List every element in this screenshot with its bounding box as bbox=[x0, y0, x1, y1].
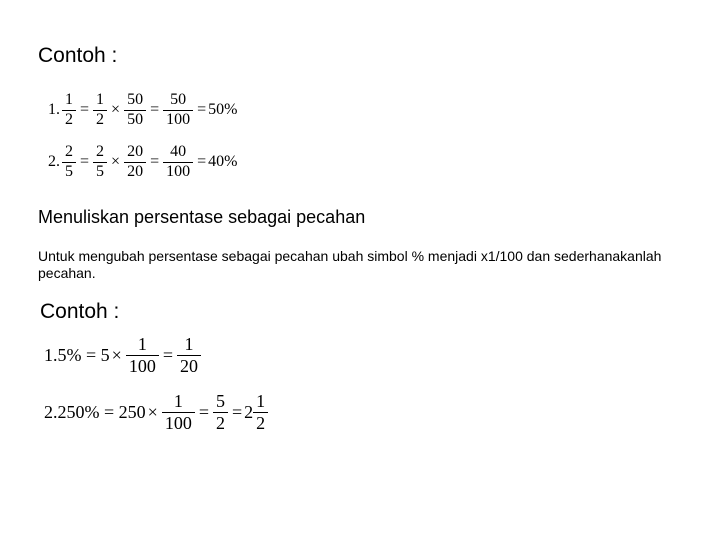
example-equation-2 bbox=[48, 144, 237, 181]
equals-sign: = bbox=[162, 344, 173, 365]
times-sign: × bbox=[147, 401, 158, 422]
fraction: $\frac{50}{50}$ bbox=[124, 92, 146, 129]
example-heading-1: Contoh : bbox=[38, 44, 118, 67]
section-body-text: Untuk mengubah persentase sebagai pecahan ubah simbol % menjadi x1/100 dan sederhanakanlah pecahan. bbox=[38, 248, 662, 281]
fraction: $\frac{2}{5}$ bbox=[93, 144, 107, 181]
example-equation-1 bbox=[48, 92, 237, 129]
equals-sign: = bbox=[80, 153, 90, 171]
equals-sign: = bbox=[80, 101, 90, 119]
example-equation-4 bbox=[44, 392, 270, 433]
equals-sign: = bbox=[198, 401, 209, 422]
fraction: $\frac{1}{2}$ bbox=[93, 92, 107, 129]
times-sign: × bbox=[111, 101, 121, 119]
equals-sign: = bbox=[197, 101, 207, 119]
equals-sign: = bbox=[150, 153, 160, 171]
fraction: $\frac{20}{20}$ bbox=[124, 144, 146, 181]
fraction: $\frac{1}{20}$ bbox=[177, 335, 201, 376]
equals-sign: = bbox=[231, 401, 243, 422]
example-number: 1. bbox=[48, 101, 60, 119]
fraction: $\frac{40}{100}$ bbox=[163, 144, 193, 181]
times-sign: × bbox=[111, 153, 121, 171]
mixed-number-whole: 2 bbox=[244, 401, 254, 422]
section-heading: Menuliskan persentase sebagai pecahan bbox=[38, 207, 366, 227]
times-sign: × bbox=[111, 344, 122, 365]
equals-sign: = bbox=[150, 101, 160, 119]
result-value: 40% bbox=[208, 153, 238, 171]
fraction: $\frac{5}{2}$ bbox=[213, 392, 228, 433]
equation-lhs: 1.5% = 5 bbox=[44, 344, 110, 365]
fraction: $\frac{2}{5}$ bbox=[62, 144, 76, 181]
result-value: 50% bbox=[208, 101, 238, 119]
fraction: $\frac{1}{2}$ bbox=[62, 92, 76, 129]
example-number: 2. bbox=[48, 153, 60, 171]
example-equation-3 bbox=[44, 335, 203, 376]
fraction: $\frac{50}{100}$ bbox=[163, 92, 193, 129]
fraction: $\frac{1}{100}$ bbox=[126, 335, 159, 376]
equals-sign: = bbox=[197, 153, 207, 171]
fraction: $\frac{1}{2}$ bbox=[253, 392, 268, 433]
example-heading-2: Contoh : bbox=[40, 300, 120, 323]
equation-lhs: 2.250% = 250 bbox=[44, 401, 146, 422]
fraction: $\frac{1}{100}$ bbox=[162, 392, 195, 433]
